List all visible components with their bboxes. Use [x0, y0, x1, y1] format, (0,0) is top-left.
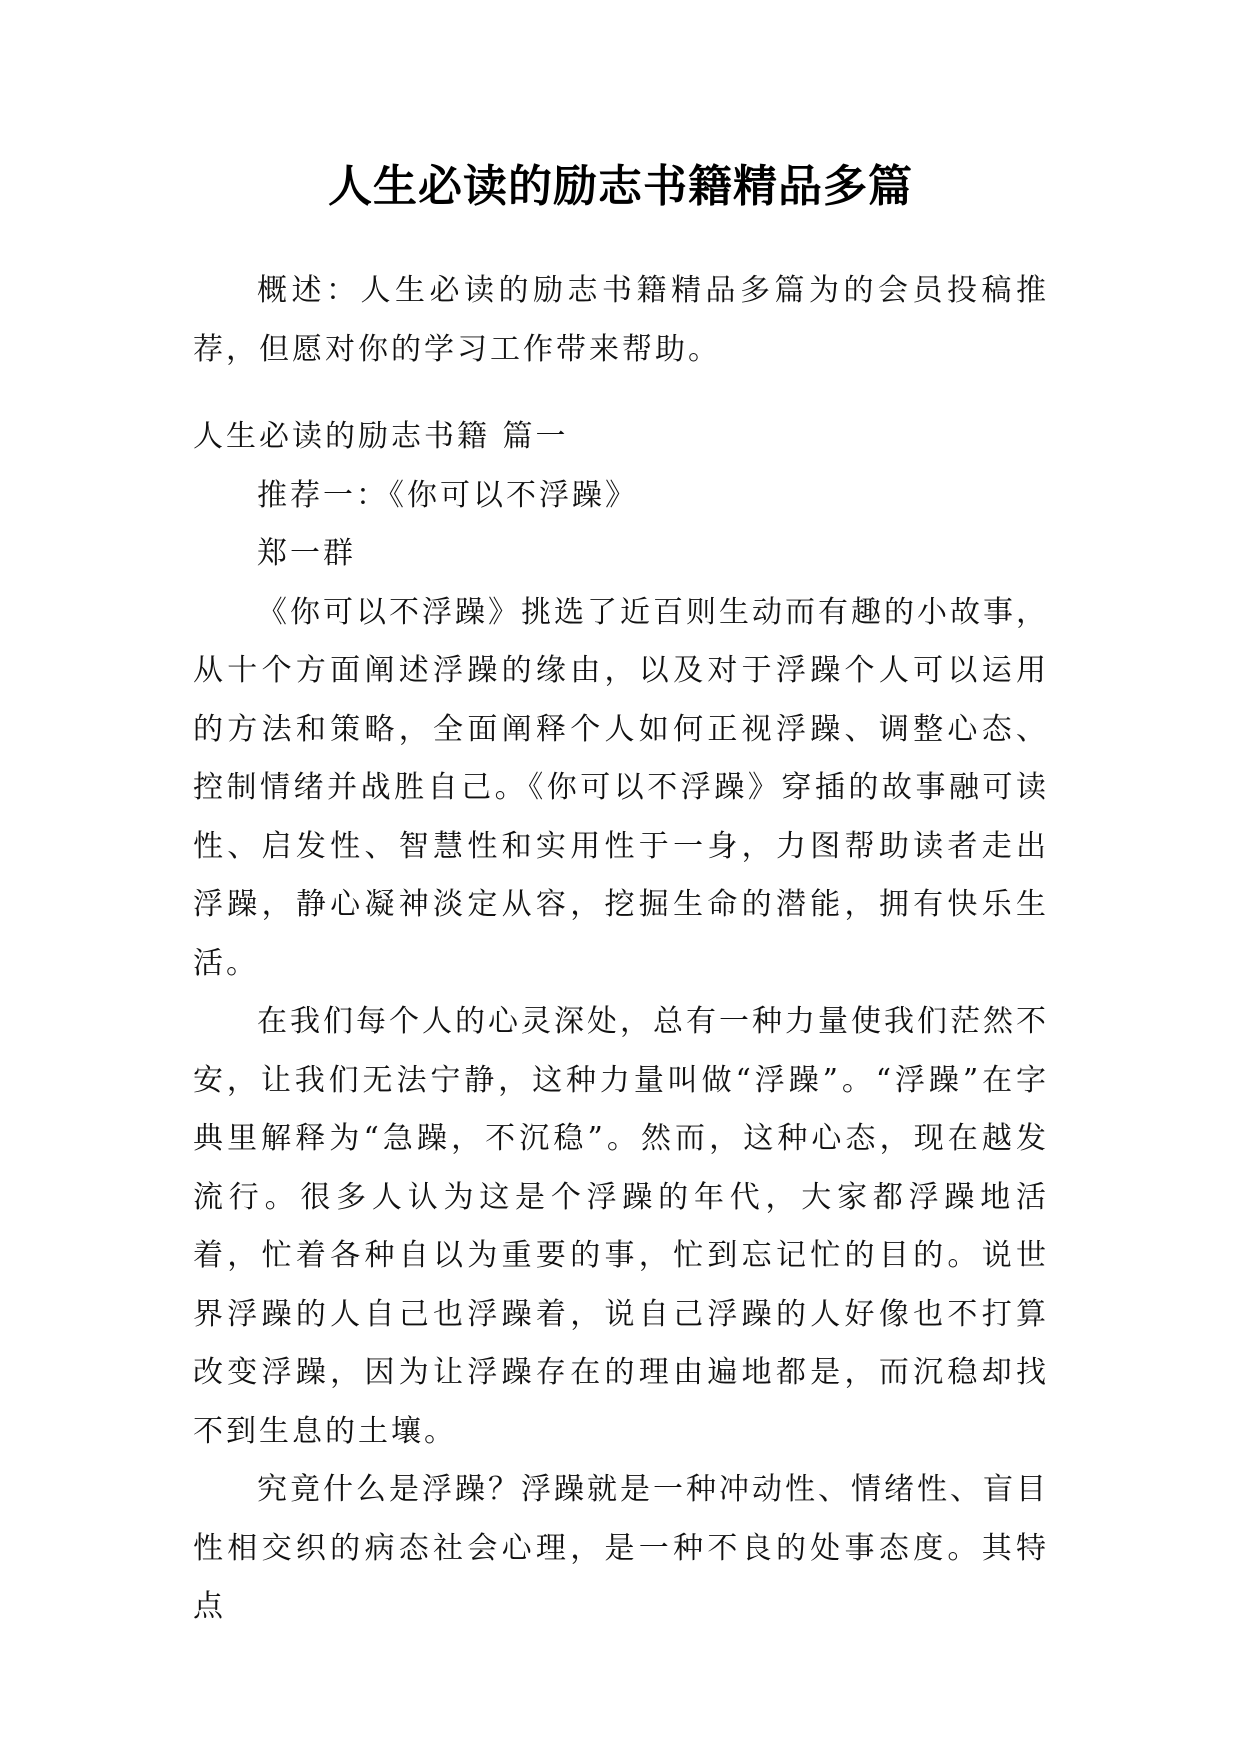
recommendation-line: 推荐一：《你可以不浮躁》: [257, 477, 638, 513]
document-title: 人生必读的励志书籍精品多篇: [328, 161, 913, 212]
author-line: 郑一群: [257, 536, 356, 571]
section-heading: 人生必读的励志书籍 篇一: [193, 419, 569, 454]
body-paragraph: 究竟什么是浮躁？浮躁就是一种冲动性、情绪性、盲目性相交织的病态社会心理，是一种不良的处事态度。其特点: [193, 1472, 1049, 1624]
body-paragraph: 《你可以不浮躁》挑选了近百则生动而有趣的小故事，从十个方面阐述浮躁的缘由，以及对于浮躁个人可以运用的方法和策略，全面阐释个人如何正视浮躁、调整心态、控制情绪并战胜自己。《你可以不浮躁》穿插的故事融可读性、启发性、智慧性和实用性于一身，力图帮助读者走出浮躁，静心凝神淡定从容，挖掘生命的潜能，拥有快乐生活。: [193, 594, 1049, 981]
summary-paragraph: 概述：人生必读的励志书籍精品多篇为的会员投稿推荐，但愿对你的学习工作带来帮助。: [193, 273, 1049, 367]
body-paragraph: 在我们每个人的心灵深处，总有一种力量使我们茫然不安，让我们无法宁静，这种力量叫做“浮躁”。“浮躁”在字典里解释为“急躁，不沉稳”。然而，这种心态，现在越发流行。很多人认为这是个浮躁的年代，大家都浮躁地活着，忙着各种自以为重要的事，忙到忘记忙的目的。说世界浮躁的人自己也浮躁着，说自己浮躁的人好像也不打算改变浮躁，因为让浮躁存在的理由遍地都是，而沉稳却找不到生息的土壤。: [193, 1004, 1049, 1449]
section-body: [193, 408, 1049, 1637]
